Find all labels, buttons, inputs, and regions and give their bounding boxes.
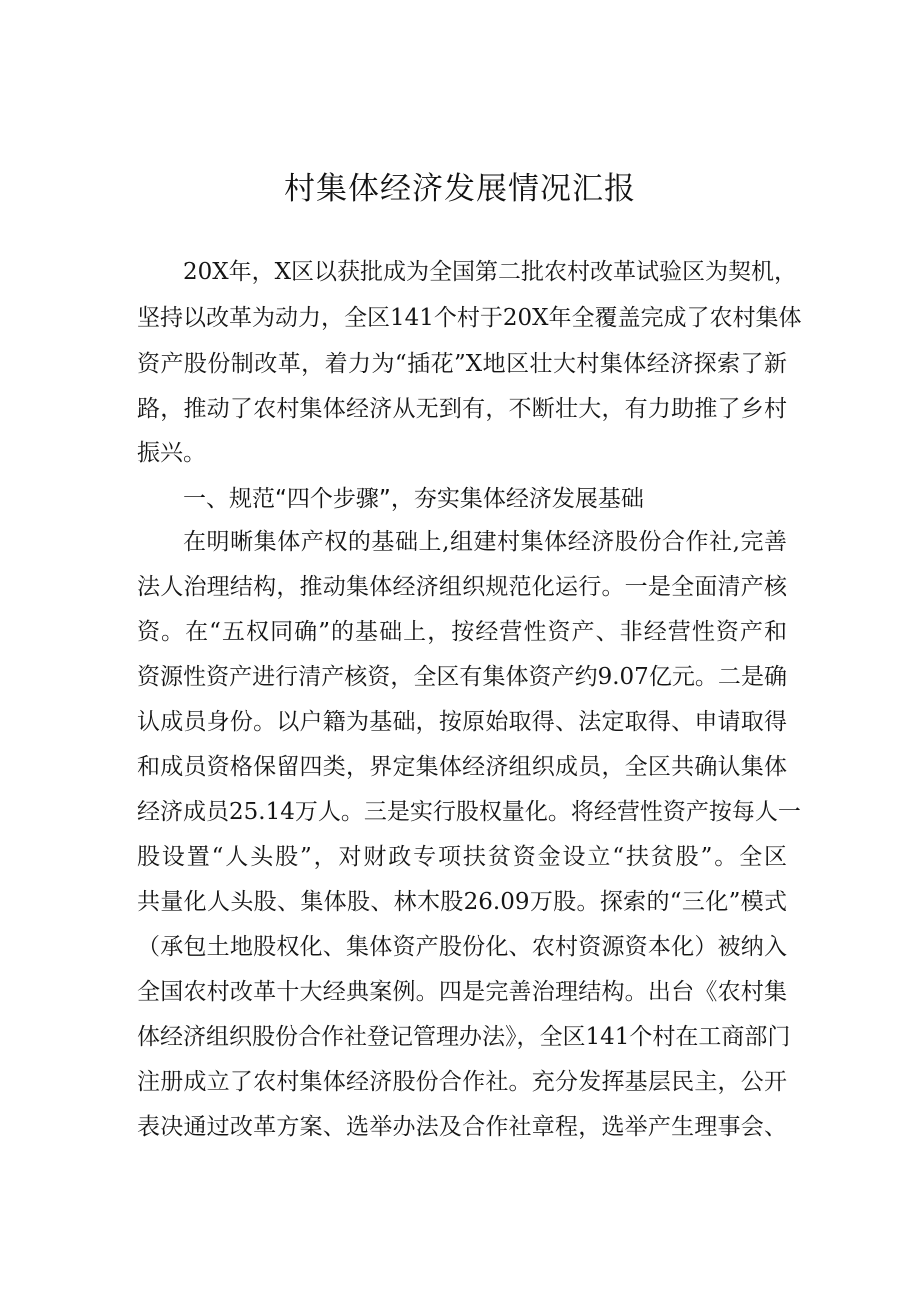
body-line: （承包土地股权化、集体资产股份化、农村资源资本化）被纳入 <box>137 934 787 960</box>
body-line: 表决通过改革方案、选举办法及合作社章程，选举产生理事会、 <box>137 1114 787 1140</box>
body-line: 共量化人头股、集体股、林木股26.09万股。探索的“三化”模式 <box>137 889 787 915</box>
intro-line: 20X年，X区以获批成为全国第二批农村改革试验区为契机， <box>183 259 798 285</box>
body-line: 在明晰集体产权的基础上,组建村集体经济股份合作社,完善 <box>183 529 787 555</box>
body-line: 法人治理结构，推动集体经济组织规范化运行。一是全面清产核 <box>137 574 787 600</box>
body-line: 股设置“人头股”，对财政专项扶贫资金设立“扶贫股”。全区 <box>137 844 787 870</box>
intro-line: 资产股份制改革，着力为“插花”X地区壮大村集体经济探索了新 <box>137 351 787 377</box>
body-line: 资。在“五权同确”的基础上，按经营性资产、非经营性资产和 <box>137 619 787 645</box>
intro-line: 路，推动了农村集体经济从无到有，不断壮大，有力助推了乡村 <box>137 396 787 422</box>
body-line: 资源性资产进行清产核资，全区有集体资产约9.07亿元。二是确 <box>137 664 787 690</box>
section-heading: 一、规范“四个步骤”，夯实集体经济发展基础 <box>183 486 644 512</box>
body-line: 全国农村改革十大经典案例。四是完善治理结构。出台《农村集 <box>137 979 787 1005</box>
document-title: 村集体经济发展情况汇报 <box>284 171 636 207</box>
body-line: 经济成员25.14万人。三是实行股权量化。将经营性资产按每人一 <box>137 799 801 825</box>
body-line: 注册成立了农村集体经济股份合作社。充分发挥基层民主，公开 <box>137 1069 787 1095</box>
intro-line: 振兴。 <box>137 440 206 466</box>
body-line: 体经济组织股份合作社登记管理办法》，全区141个村在工商部门 <box>137 1024 791 1050</box>
body-line: 认成员身份。以户籍为基础，按原始取得、法定取得、申请取得 <box>137 709 787 735</box>
intro-line: 坚持以改革为动力，全区141个村于20X年全覆盖完成了农村集体 <box>137 305 802 331</box>
body-line: 和成员资格保留四类，界定集体经济组织成员，全区共确认集体 <box>137 754 787 780</box>
